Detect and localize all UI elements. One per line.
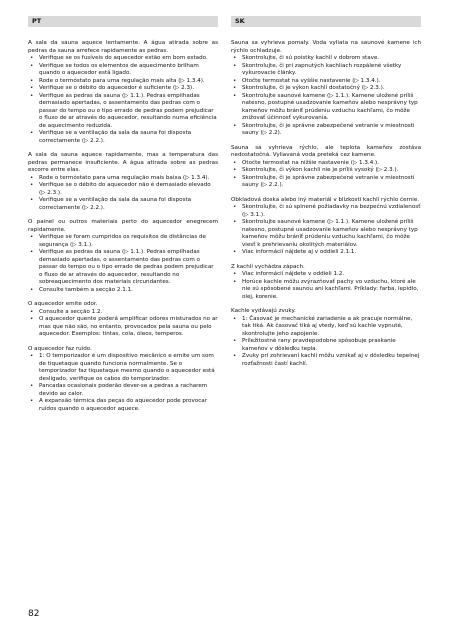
bullet-list <box>28 175 218 213</box>
bullet-list <box>28 55 218 145</box>
section-intro: O aquecedor emite odor. <box>28 301 98 307</box>
bullet-item: • Skontrolujte, či sú poistky kachlí v dobrom stave. <box>231 55 421 63</box>
troubleshooting-section <box>28 219 218 294</box>
bullet-item: • Skontrolujte, či je výkon kachlí dostatočný (▷ 2.3.). <box>231 85 421 93</box>
bullet-item: • Horúce kachle môžu zvýrazňovať pachy vo vzduchu, ktoré ale nie sú spôsobené saunou ani kachľami. Príklady: farba, lepidlo, olej, korenie. <box>231 279 421 302</box>
bullet-item: • Skontrolujte, či pri zapnutých kachliach rozpálené všetky vykurovacie články. <box>231 63 421 78</box>
section-intro: Kachle vydávajú zvuky. <box>231 308 296 314</box>
bullet-item: • Otočte termostat na nižšie nastavenie (▷ 1.3.4.). <box>231 160 421 168</box>
bullet-item: • Verifique as pedras da sauna (▷ 1.1.). Pedras empilhadas demasiado apertadas, o assentamento das pedras com o passar do tempo ou o tipo errado de pedras podem prejudicar o fluxo de ar através do aquecedor, resultando no sobreaquecimento dos materiais circundantes. <box>28 249 218 287</box>
troubleshooting-section <box>231 264 421 302</box>
bullet-item: • Skontrolujte saunové kamene (▷ 1.1.). Kamene uložené príliš natesno, postupné usadzovanie kameňov alebo nesprávny typ kameňov môžu brániť prúdeniu vzduchu kachľami, čo môže viesť k prehrievaniu okolitých materiálov. <box>231 219 421 249</box>
language-tab-sk: SK <box>231 16 421 27</box>
bullet-item: • Verifique se a ventilação da sala da sauna foi disposta correctamente (▷ 2.2.). <box>28 130 218 145</box>
bullet-item: • Skontrolujte, či sú splnené požiadavky na bezpečnú vzdialenosť (▷ 3.1.). <box>231 204 421 219</box>
bullet-item: • Skontrolujte saunové kamene (▷ 1.1.). Kamene uložené príliš natesno, postupné usadzovanie kameňov alebo nesprávny typ kameňov môžu brániť prúdeniu vzduchu kachľami, čo môže znižovať účinnosť vykurovania. <box>231 93 421 123</box>
bullet-item: • 1: O temporizador é um dispositivo mecânico e emite um som de tiquetaque quando funciona normalmente. Se o temporizador faz tiquetaque mesmo quando o aquecedor está desligado, verifique os cabos do temporizador. <box>28 353 218 383</box>
bullet-item: • Verifique se os fusíveis do aquecedor estão em bom estado. <box>28 55 218 63</box>
bullet-item: • 1: Časovač je mechanické zariadenie a ak pracuje normálne, tak tiká. Ak časovač tiká aj vtedy, keď sú kachle vypnuté, skontrolujte jeho zapojenie. <box>231 316 421 339</box>
page-number: 82 <box>28 609 40 619</box>
bullet-list <box>28 353 218 413</box>
bullet-item: • Consulte também a secção 2.1.1. <box>28 287 218 295</box>
section-intro: A sala da sauna aquece rapidamente, mas a temperatura das pedras permanece insuficiente. A água atirada sobre as pedras escorre entre elas. <box>28 152 218 173</box>
bullet-item: • O aquecedor quente poderá amplificar odores misturados no ar mas que não são, no entanto, provocados pela sauna ou pelo aquecedor. Exemplos: tintas, cola, óleos, temperos. <box>28 316 218 339</box>
bullet-item: • A expansão térmica das peças do aquecedor pode provocar ruídos quando o aquecedor aquece. <box>28 398 218 413</box>
section-intro: Sauna sa vyhrieva rýchlo, ale teplota kameňov zostáva nedostatočná. Vyliavaná voda preteká cez kamene. <box>231 144 421 158</box>
language-tab-pt: PT <box>28 16 218 27</box>
troubleshooting-section <box>28 152 218 212</box>
bullet-item: • Consulte a secção 1.2. <box>28 309 218 317</box>
bullet-item: • Rode o termóstato para uma regulação mais baixa (▷ 1.3.4). <box>28 175 218 183</box>
troubleshooting-section <box>28 346 218 414</box>
troubleshooting-section <box>231 40 421 138</box>
bullet-item: • Otočte termostat na vyššie nastavenie (▷ 1.3.4.). <box>231 78 421 86</box>
bullet-item: • Verifique se todos os elementos de aquecimento brilham quando o aquecedor está ligado. <box>28 63 218 78</box>
left-column-pt <box>28 40 218 420</box>
section-intro: Obkladová doska alebo iný materiál v blízkosti kachlí rýchlo černie. <box>231 196 420 203</box>
section-intro: O painel ou outros materiais perto do aquecedor enegrecem rapidamente. <box>28 219 218 233</box>
bullet-item: • Pancadas ocasionais poderão dever-se a pedras a racharem devido ao calor. <box>28 383 218 398</box>
troubleshooting-section <box>231 145 421 190</box>
section-intro: A sala da sauna aquece lentamente. A água atirada sobre as pedras da sauna arrefece rapidamente as pedras. <box>28 40 218 54</box>
troubleshooting-section <box>28 301 218 339</box>
bullet-item: • Rode o termóstato para uma regulação mais alta (▷ 1.3.4). <box>28 78 218 86</box>
page-header <box>28 16 431 28</box>
bullet-item: • Verifique as pedras da sauna (▷ 1.1.). Pedras empilhadas demasiado apertadas, o assentamento das pedras com o passar do tempo ou o tipo errado de pedras podem prejudicar o fluxo de ar através do aquecedor, resultando numa eficiência de aquecimento reduzida. <box>28 93 218 131</box>
section-intro: O aquecedor faz ruído. <box>28 345 92 352</box>
bullet-list <box>231 160 421 190</box>
bullet-item: • Viac informácií nájdete v oddieli 1.2. <box>231 271 421 279</box>
right-column-sk <box>231 40 421 375</box>
bullet-item: • Viac informácií nájdete aj v oddieli 2.1.1. <box>231 249 421 257</box>
bullet-item: • Verifique se a ventilação da sala da sauna foi disposta correctamente (▷ 2.2.). <box>28 197 218 212</box>
bullet-list <box>28 309 218 339</box>
bullet-list <box>231 204 421 257</box>
bullet-item: • Príležitostné rany pravdepodobne spôsobuje praskanie kameňov v dôsledku tepla. <box>231 338 421 353</box>
troubleshooting-section <box>231 308 421 368</box>
bullet-list <box>231 55 421 138</box>
bullet-list <box>231 271 421 301</box>
bullet-item: • Skontrolujte, či je správne zabezpečené vetranie v miestnosti sauny (▷ 2.2). <box>231 123 421 138</box>
bullet-item: • Skontrolujte, či výkon kachlí nie je príliš vysoký (▷ 2.3.). <box>231 167 421 175</box>
bullet-item: • Verifique se o débito do aquecedor é suficiente (▷ 2.3). <box>28 85 218 93</box>
section-intro: Sauna sa vyhrieva pomaly. Voda vyliata na saunové kamene ich rýchlo ochladzuje. <box>231 40 421 54</box>
bullet-item: • Verifique se o débito do aquecedor não é demasiado elevado (▷ 2.3.). <box>28 182 218 197</box>
bullet-item: • Skontrolujte, či je správne zabezpečené vetranie v miestnosti sauny (▷ 2.2.). <box>231 175 421 190</box>
bullet-item: • Verifique se foram cumpridos os requisitos de distâncias de segurança (▷ 3.1.). <box>28 234 218 249</box>
bullet-list <box>231 316 421 369</box>
section-intro: Z kachlí vychádza zápach. <box>231 263 305 270</box>
bullet-item: • Zvuky pri zohrievaní kachlí môžu vznikať aj v dôsledku tepelnej rozťažnosti častí kachlí. <box>231 353 421 368</box>
troubleshooting-section <box>28 40 218 145</box>
bullet-list <box>28 234 218 294</box>
troubleshooting-section <box>231 197 421 257</box>
